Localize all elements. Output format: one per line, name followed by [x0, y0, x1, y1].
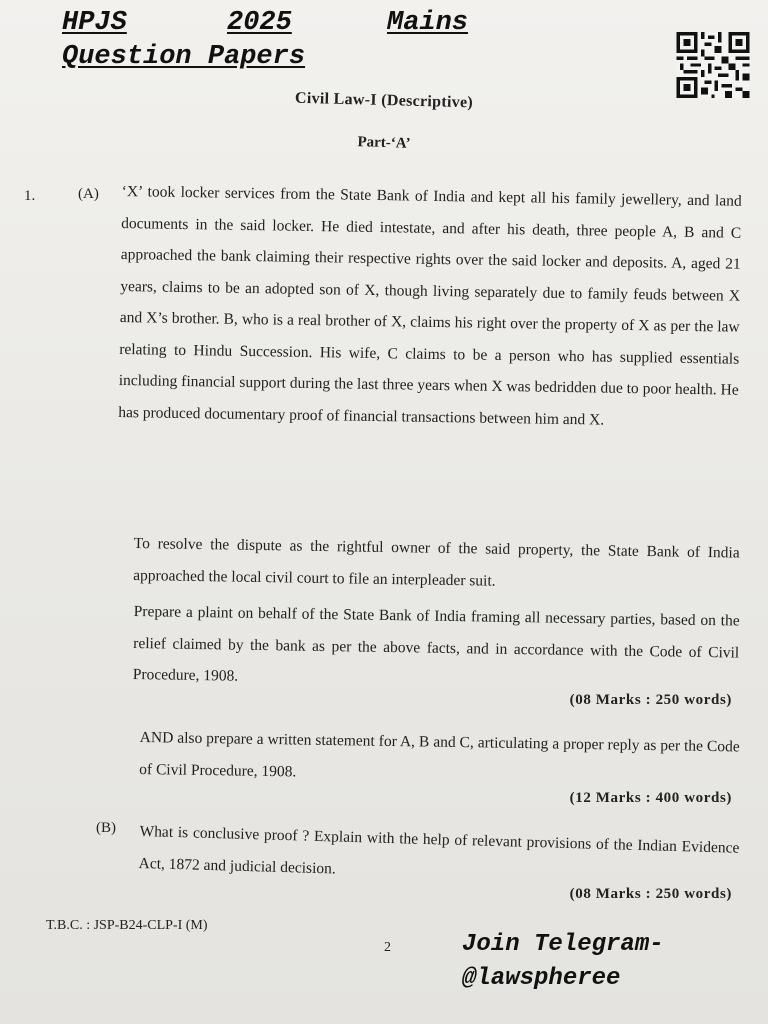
- question-paragraph-2: To resolve the dispute as the rightful owner of the said property, the State Bank of India approached the local civil court to file an interpleader suit.: [133, 534, 740, 590]
- header-word-1: HPJS: [62, 8, 127, 38]
- question-paragraph-3: Prepare a plaint on behalf of the State Bank of India framing all necessary parties, based on the relief claimed by the bank as per the above facts, and in accordance with the Code of Civil Procedure, 1908.: [132, 602, 740, 685]
- marks-label-3: (08 Marks : 250 words): [569, 886, 732, 902]
- telegram-line-2: @lawspheree: [462, 965, 621, 992]
- telegram-line-1: Join Telegram-: [462, 931, 664, 958]
- question-number: 1.: [24, 188, 36, 204]
- marks-label-1: (08 Marks : 250 words): [569, 692, 732, 708]
- header-line-2: Question Papers: [62, 42, 306, 72]
- header-word-2: 2025: [227, 8, 292, 38]
- question-paragraph-4: AND also prepare a written statement for A, B and C, articulating a proper reply as per the Code of Civil Procedure, 1908.: [139, 728, 740, 780]
- part-title: Part-‘A’: [357, 134, 411, 152]
- watermark-header: [62, 6, 468, 74]
- qr-code-icon: [676, 32, 750, 98]
- part-a-label: (A): [78, 186, 99, 202]
- page-number: 2: [384, 940, 391, 955]
- paper-code: T.B.C. : JSP-B24-CLP-I (M): [46, 918, 208, 933]
- paper-title: Civil Law-I (Descriptive): [294, 89, 474, 112]
- question-paragraph-5: What is conclusive proof ? Explain with the help of relevant provisions of the Indian Evidence Act, 1872 and judicial decision.: [138, 822, 740, 877]
- part-b-label: (B): [96, 820, 116, 836]
- header-word-3: Mains: [387, 8, 469, 38]
- telegram-watermark: [462, 928, 664, 996]
- question-paragraph-1: ‘X’ took locker services from the State Bank of India and kept all his family jewellery, and land documents in the said locker. He died intestate, and after his death, three people A, B and C approached the bank claiming their respective rights over the said locker and deposits. A, aged 21 years, claims to be an adopted son of X, though living separately due to family feuds between X and X’s brother. B, who is a real brother of X, claims his right over the property of X as per the law relating to Hindu Succession. His wife, C claims to be a person who has supplied essentials including financial support during the last three years when X was bedridden due to poor health. He has produced documentary proof of financial transactions between him and X.: [118, 182, 742, 429]
- marks-label-2: (12 Marks : 400 words): [569, 790, 732, 806]
